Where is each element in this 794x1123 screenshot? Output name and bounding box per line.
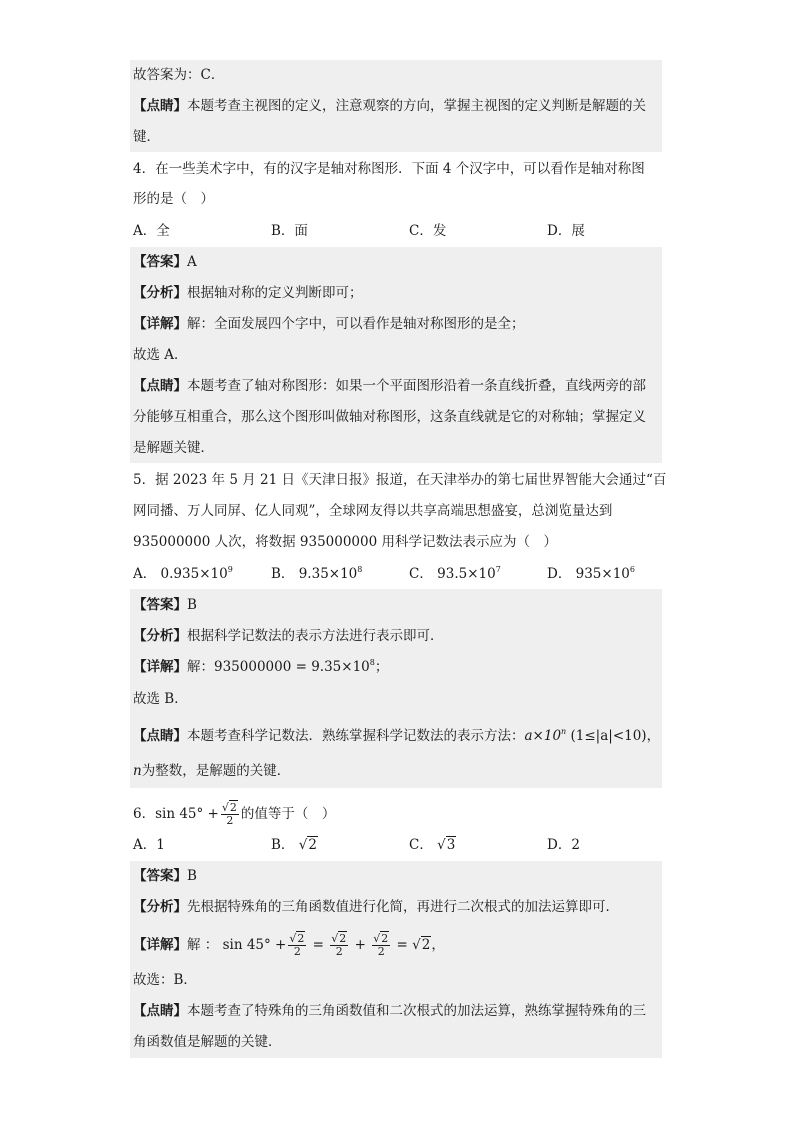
q6-analysis-text: 先根据特殊角的三角函数值进行化简，再进行二次根式的加法运算即可． [187,899,619,915]
q6-eq-end: ， [431,937,445,953]
q6-eq-fraction-1: $\frac{√2}{2}$ [289,932,305,958]
q5-dianjing-line-2 [133,757,290,786]
q4-analysis-line [133,279,363,308]
q5-choose-line: 故选 B． [133,691,188,707]
q5-dianjing-end: ， [646,728,661,744]
q4-option-a: A．全 [133,223,170,239]
q5-formula-condition: (1≤|a|<10) [570,728,647,744]
q5-dianjing-line-1 [133,722,660,751]
answer-tag: 【答案】 [133,597,187,613]
q5-stem-line-3: 935000000 人次，将数据 935000000 用科学记数法表示应为（ ） [133,534,557,550]
detail-tag: 【详解】 [133,659,187,675]
q6-denominator: 2 [226,814,234,827]
q6-choose-line: 故选：B． [133,972,197,988]
q6-eq-sin: sin 45° + [222,937,287,953]
q4-answer-value: A [187,254,197,270]
q6-answer-line [133,862,197,891]
q6-dianjing-line-2: 角函数值是解题的关键． [133,1034,282,1050]
denominator: 2 [335,945,343,958]
q6-analysis-line [133,893,619,922]
q5-detail-exponent: 8 [369,657,375,667]
q5-option-d [547,560,635,589]
q6-option-c: C． √3 [409,837,456,853]
denominator: 2 [293,945,301,958]
option-radicand: 3 [446,837,456,853]
q4-analysis-text: 根据轴对称的定义判断即可； [187,285,363,301]
option-exponent: 9 [227,564,233,574]
radicand: 2 [297,932,305,945]
q4-option-d: D．展 [547,223,585,239]
q6-eq-fraction-3: $\frac{√2}{2}$ [373,932,389,958]
q4-stem-line-2: 形的是（ ） [133,191,214,207]
q5-answer-value: B [187,597,197,613]
q5-answer-line [133,591,197,620]
answer-tag: 【答案】 [133,254,187,270]
q5-n-variable: n [133,763,142,779]
q5-dianjing-text-1: 本题考查科学记数法．熟练掌握科学记数法的表示方法： [187,728,525,744]
q5-detail-post: ； [374,659,389,675]
q6-detail-pre: 解 ： [187,937,219,953]
q4-answer-line [133,248,197,277]
q5-stem-line-2: 网同播、万人同屏、亿人同观”，全球网友得以共享高端思想盛宴，总浏览量达到 [133,503,613,519]
q6-dianjing-text-1: 本题考查了特殊角的三角函数值和二次根式的加法运算，熟练掌握特殊角的三 [187,1003,646,1019]
answer-tag: 【答案】 [133,868,187,884]
q6-sin-term: sin 45° + [155,806,219,822]
option-label: B． [271,837,295,853]
radicand: 2 [339,932,347,945]
plus-sign: + [354,937,366,953]
detail-tag: 【详解】 [133,316,187,332]
option-label: D． [547,566,572,582]
q4-detail-line [133,310,525,339]
radicand: 2 [421,937,431,953]
q5-analysis-text: 根据科学记数法的表示方法进行表示即可． [187,628,444,644]
q6-answer-value: B [187,868,197,884]
equals-sign: = [312,937,324,953]
q6-eq-fraction-2: $\frac{√2}{2}$ [331,932,347,958]
option-exponent: 8 [357,564,363,574]
q4-dianjing-text-1: 本题考查了轴对称图形：如果一个平面图形沿着一条直线折叠，直线两旁的部 [187,378,646,394]
option-label: C． [409,566,433,582]
q3-dianjing-line-2: 键． [133,129,160,145]
q5-analysis-line [133,622,444,651]
option-mantissa: 0.935×10 [160,566,228,582]
option-mantissa: 93.5×10 [437,566,496,582]
q6-stem-post: 的值等于（ ） [240,806,336,822]
option-exponent: 7 [495,564,501,574]
option-label: C． [409,837,433,853]
denominator: 2 [377,945,385,958]
q6-fraction: $\frac{√2}{2}$ [221,801,237,827]
q6-number: 6． [133,806,156,822]
q6-option-b: B． √2 [271,837,317,853]
q4-choose-line: 故选 A． [133,347,188,363]
option-exponent: 6 [629,564,635,574]
q3-dianjing-line-1 [133,92,646,121]
q6-option-d: D．2 [547,837,580,853]
dianjing-tag: 【点睛】 [133,378,187,394]
equals-sign: = [396,937,408,953]
q6-radicand: 2 [229,801,237,814]
q6-stem-line [133,794,335,834]
option-radicand: 2 [308,837,317,853]
radicand: 2 [381,932,389,945]
dianjing-tag: 【点睛】 [133,98,187,114]
q4-dianjing-line-1 [133,372,646,401]
q5-stem-line-1: 5．据 2023 年 5 月 21 日《天津日报》报道，在天津举办的第七届世界智能大会通过“百 [133,472,667,488]
q5-dianjing-text-2: 为整数，是解题的关键． [141,763,291,779]
analysis-tag: 【分析】 [133,628,187,644]
q4-stem-line-1: 4．在一些美术字中，有的汉字是轴对称图形．下面 4 个汉字中，可以看作是轴对称图 [133,161,645,177]
option-mantissa: 9.35×10 [298,566,358,582]
q6-option-a: A．1 [133,837,165,853]
q5-detail-line [133,653,388,682]
q5-formula-exponent: n [561,726,567,736]
q5-option-c [409,560,501,589]
option-label: A． [133,566,157,582]
option-label: B． [271,566,295,582]
q3-dianjing-text-1: 本题考查主视图的定义，注意观察的方向，掌握主视图的定义判断是解题的关 [187,98,646,114]
q5-detail-pre: 解： [187,659,214,675]
dianjing-tag: 【点睛】 [133,1003,187,1019]
q4-dianjing-line-3: 是解题关键． [133,440,214,456]
dianjing-tag: 【点睛】 [133,728,187,744]
q5-option-b [271,560,362,589]
q6-dianjing-line-1 [133,997,646,1026]
q5-option-a [133,560,233,589]
q4-dianjing-line-2: 分能够互相重合，那么这个图形叫做轴对称图形，这条直线就是它的对称轴；掌握定义 [133,409,646,425]
q3-answer-line: 故答案为：C． [133,67,225,83]
q4-option-c: C．发 [409,223,447,239]
detail-tag: 【详解】 [133,937,187,953]
q4-detail-text: 解：全面发展四个字中，可以看作是轴对称图形的是全； [187,316,525,332]
q4-option-b: B．面 [271,223,308,239]
q6-detail-line: 【详解】解 ： sin 45° + $\frac{√2}{2}$ = $\frac{√2}{2}$ + $\frac{√2}{2}$ = √2， [133,932,445,958]
analysis-tag: 【分析】 [133,285,187,301]
analysis-tag: 【分析】 [133,899,187,915]
q5-detail-equation: 935000000 = 9.35×10 [214,659,370,675]
q5-formula-base: a×10 [524,728,562,744]
option-mantissa: 935×10 [575,566,630,582]
